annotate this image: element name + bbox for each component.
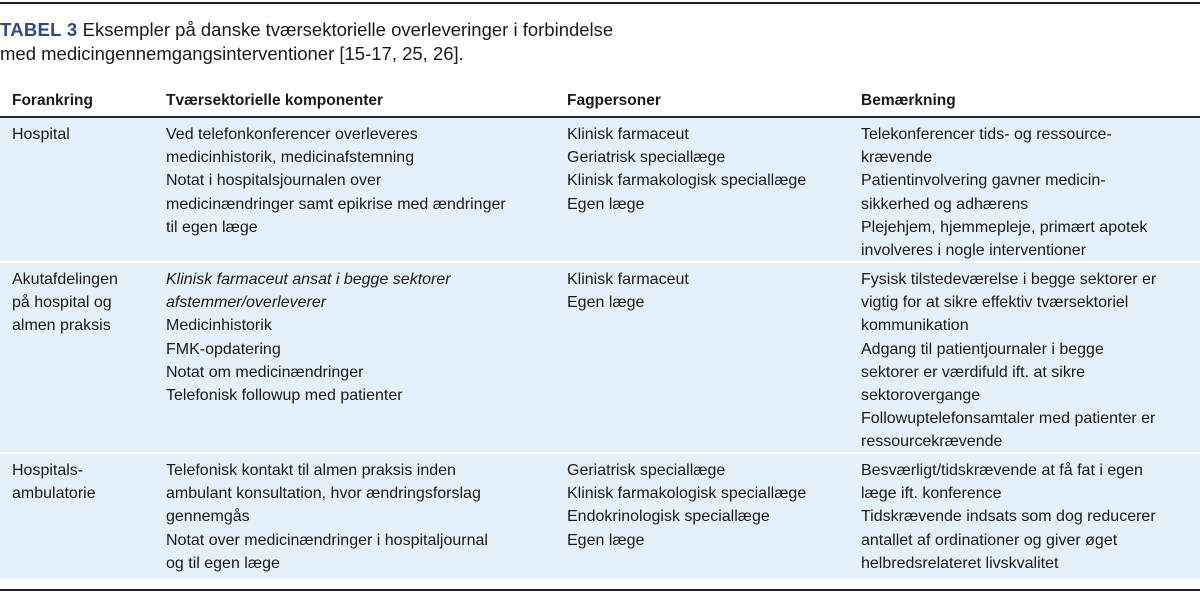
cell-line: Telefonisk followup med patienter: [166, 387, 403, 405]
cell-line: Telefonisk kontakt til almen praksis inden: [166, 462, 456, 479]
caption-label: TABEL 3: [0, 19, 78, 40]
cell-line: sikkerhed og adhærens: [861, 195, 1029, 213]
caption-title-part-2: med medicingennemgangsinterventioner [15-17, 25, 26].: [0, 43, 464, 64]
cell-line: Besværligt/tidskrævende at få fat i egen: [861, 462, 1143, 479]
cell-line: Telekonferencer tids- og ressource-: [861, 126, 1112, 143]
cell-line: involveres i nogle interventioner: [861, 242, 1087, 260]
cell-line: Adgang til patientjournaler i begge: [861, 340, 1104, 358]
table-row: [0, 118, 1200, 261]
cell-line: Hospital: [12, 126, 70, 143]
cell-line: Klinisk farmaceut: [567, 271, 689, 288]
cell-line: Followuptelefonsamtaler med patienter er: [861, 410, 1156, 428]
cell-line: Klinisk farmakologisk speciallæge: [567, 172, 807, 190]
header-bemaerkning: Bemærkning: [861, 92, 956, 109]
cell-line: medicinændringer samt epikrise med ændringer: [166, 195, 506, 213]
cell-line: Akutafdelingen: [12, 271, 118, 288]
cell-line: Egen læge: [567, 294, 645, 312]
cell-line: gennemgås: [166, 508, 250, 526]
bottom-rule: [0, 589, 1200, 591]
table-row: [0, 454, 1200, 579]
cell-line: ambulatorie: [12, 485, 96, 503]
cell-line: Klinisk farmaceut ansat i begge sektorer: [166, 271, 451, 288]
cell-line: Notat om medicinændringer: [166, 363, 364, 381]
cell-line: helbredsrelateret livskvalitet: [861, 554, 1059, 572]
cell-komponenter: [166, 268, 451, 407]
data-table: [0, 83, 1200, 579]
cell-line: vigtig for at sikre effektiv tværsektoriel: [861, 294, 1129, 312]
cell-line: Klinisk farmakologisk speciallæge: [567, 485, 807, 503]
caption-line-1: [0, 18, 1190, 42]
cell-line: Fysisk tilstedeværelse i begge sektorer er: [861, 271, 1157, 288]
cell-line: krævende: [861, 149, 933, 167]
cell-forankring: [12, 268, 118, 338]
cell-fagpersoner: [567, 268, 689, 314]
top-rule: [0, 2, 1200, 4]
cell-line: Medicinhistorik: [166, 317, 272, 335]
table-row: [0, 263, 1200, 452]
cell-line: medicinhistorik, medicinafstemning: [166, 149, 415, 167]
cell-line: Hospitals-: [12, 462, 84, 479]
cell-line: Tidskrævende indsats som dog reducerer: [861, 508, 1156, 526]
cell-line: Geriatrisk speciallæge: [567, 462, 726, 479]
cell-line: Plejehjem, hjemmepleje, primært apotek: [861, 218, 1148, 236]
cell-line: Ved telefonkonferencer overleveres: [166, 126, 418, 143]
cell-line: kommunikation: [861, 317, 969, 335]
cell-line: Geriatrisk speciallæge: [567, 149, 726, 167]
cell-line: Egen læge: [567, 531, 645, 549]
cell-line: Egen læge: [567, 195, 645, 213]
cell-fagpersoner: [567, 459, 806, 552]
cell-line: afstemmer/overleverer: [166, 294, 327, 312]
cell-line: og til egen læge: [166, 554, 280, 572]
cell-line: ressourcekrævende: [861, 433, 1003, 451]
cell-line: Endokrinologisk speciallæge: [567, 508, 770, 526]
header-fagpersoner: Fagpersoner: [567, 92, 661, 109]
cell-line: Klinisk farmaceut: [567, 126, 689, 143]
cell-line: på hospital og: [12, 294, 112, 312]
table-header-row: [0, 83, 1200, 118]
cell-line: Notat i hospitalsjournalen over: [166, 172, 382, 190]
cell-komponenter: [166, 123, 506, 239]
header-komponenter: Tværsektorielle komponenter: [166, 92, 384, 109]
cell-forankring: [12, 123, 70, 146]
caption-title-part-1: Eksempler på danske tværsektorielle overleveringer i forbindelse: [82, 19, 614, 40]
table-caption: [0, 18, 1190, 66]
cell-bemaerkning: [861, 459, 1156, 575]
cell-line: sektorovergange: [861, 387, 981, 405]
header-forankring: Forankring: [12, 92, 93, 109]
cell-komponenter: [166, 459, 488, 575]
cell-fagpersoner: [567, 123, 806, 216]
cell-forankring: [12, 459, 96, 505]
cell-bemaerkning: [861, 123, 1147, 262]
cell-line: læge ift. konference: [861, 485, 1002, 503]
cell-bemaerkning: [861, 268, 1156, 454]
cell-line: sektorer er værdifuld ift. at sikre: [861, 363, 1086, 381]
cell-line: ambulant konsultation, hvor ændringsforslag: [166, 485, 481, 503]
cell-line: Patientinvolvering gavner medicin-: [861, 172, 1106, 190]
cell-line: FMK-opdatering: [166, 340, 281, 358]
cell-line: til egen læge: [166, 218, 258, 236]
cell-line: almen praksis: [12, 317, 111, 335]
cell-line: antallet af ordinationer og giver øget: [861, 531, 1118, 549]
cell-line: Notat over medicinændringer i hospitaljournal: [166, 531, 488, 549]
